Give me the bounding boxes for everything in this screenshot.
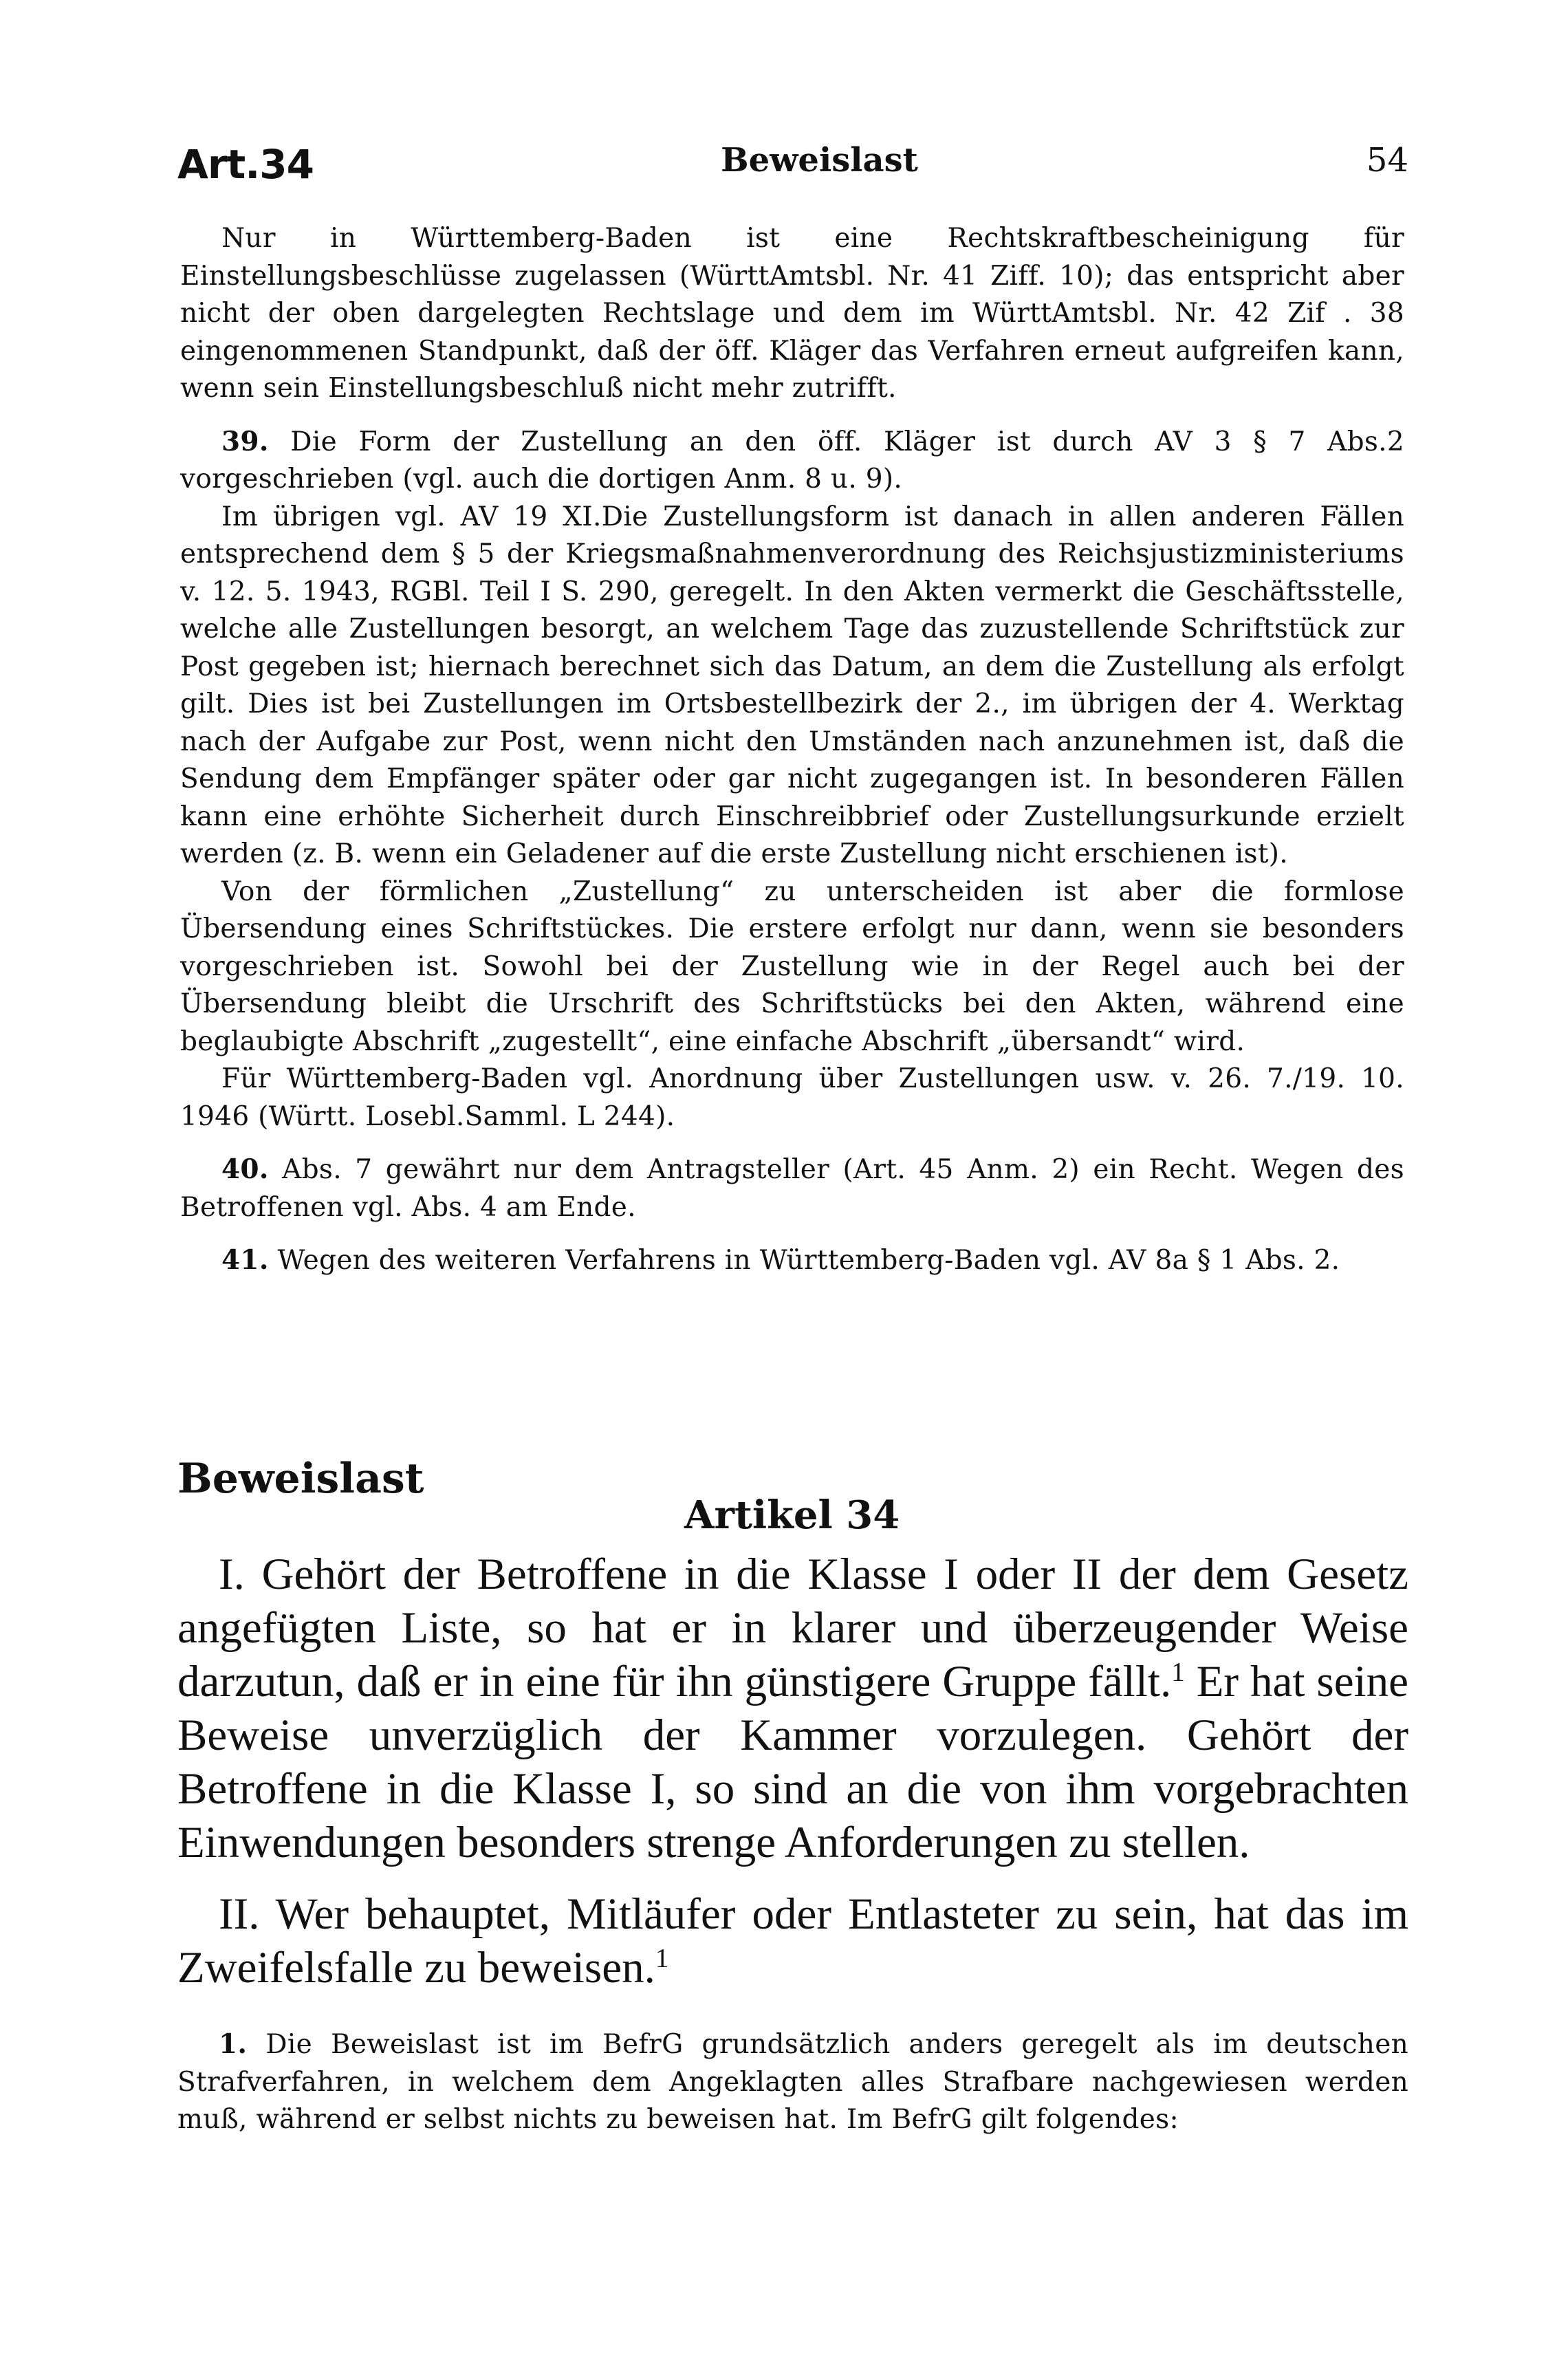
note-39-paragraph-2: Im übrigen vgl. AV 19 XI.Die Zustellungsform ist danach in allen anderen Fällen entsprechend dem § 5 der Kriegsmaßnahmenverordnung des Reichsjustizministeriums v. 12. 5. 1943, RGBl. Teil I S. 290, geregelt. In den Akten vermerkt die Geschäftsstelle, welche alle Zustellungen besorgt, an welchem Tage das zuzustellende Schriftstück zur Post gegeben ist; hiernach berechnet sich das Datum, an dem die Zustellung als erfolgt gilt. Dies ist bei Zustellungen im Ortsbestellbezirk der 2., im übrigen der 4. Werktag nach der Aufgabe zur Post, wenn nicht den Umständen nach anzunehmen ist, daß die Sendung dem Empfänger später oder gar nicht zugegangen ist. In besonderen Fällen kann eine erhöhte Sicherheit durch Einschreibbrief oder Zustellungsurkunde erzielt werden (z. B. wenn ein Geladener auf die erste Zustellung nicht erschienen ist). — [180, 501, 1404, 869]
note-39-number: 39. — [221, 425, 269, 457]
footnote-1 — [177, 2026, 1408, 2139]
footnote-ref: 1 — [1171, 1657, 1185, 1687]
note-39-paragraph-3: Von der förmlichen „Zustellung“ zu unterscheiden ist aber die formlose Übersendung eines Schriftstückes. Die erstere erfolgt nur dann, wenn sie besonders vorgeschrieben ist. Sowohl bei der Zustellung wie in der Regel auch bei der Übersendung bleibt die Urschrift des Schriftstücks bei den Akten, während eine beglaubigte Abschrift „zugestellt“, eine einfache Abschrift „übersandt“ wird. — [180, 876, 1404, 1057]
footnote-1-number: 1. — [219, 2028, 248, 2060]
article-paragraph-2 — [177, 1887, 1408, 1995]
commentary-notes — [180, 220, 1404, 1295]
page-number: 54 — [1366, 141, 1408, 180]
footnote-ref: 1 — [655, 1943, 669, 1973]
note-41-text: Wegen des weiteren Verfahrens in Württemberg-Baden vgl. AV 8a § 1 Abs. 2. — [268, 1245, 1340, 1276]
note-39-text: Die Form der Zustellung an den öff. Kläger ist durch AV 3 § 7 Abs.2 vorgeschrieben (vgl. auch die dortigen Anm. 8 u. 9). — [180, 426, 1404, 495]
section-label: Beweislast — [177, 1455, 424, 1503]
note-38-continuation: Nur in Württemberg-Baden ist eine Rechtskraftbescheinigung für Einstellungsbeschlüsse zugelassen (WürttAmtsbl. Nr. 41 Ziff. 10); das entspricht aber nicht der oben dargelegten Rechtslage und dem im WürttAmtsbl. Nr. 42 Zif . 38 eingenommenen Standpunkt, daß der öff. Kläger das Verfahren erneut aufgreifen kann, wenn sein Einstellungsbeschluß nicht mehr zutrifft. — [180, 223, 1404, 404]
paragraph-1-part-b: Er hat seine Beweise unverzüglich der Kammer vorzulegen. Gehört der Betroffene in die Klasse I, so sind an die von ihm vorgebrachten Einwendungen besonders strenge Anforderungen zu stellen. — [177, 1657, 1408, 1867]
paragraph-2-text: II. Wer behauptet, Mitläufer oder Entlasteter zu sein, hat das im Zweifelsfalle zu beweisen. — [177, 1889, 1408, 1993]
running-head — [177, 141, 1408, 203]
note-40-text: Abs. 7 gewährt nur dem Antragsteller (Art. 45 Anm. 2) ein Recht. Wegen des Betroffenen vgl. Abs. 4 am Ende. — [180, 1154, 1404, 1223]
note-39-paragraph-4: Für Württemberg-Baden vgl. Anordnung über Zustellungen usw. v. 26. 7./19. 10. 1946 (Württ. Losebl.Samml. L 244). — [180, 1063, 1404, 1132]
article-text — [177, 1548, 1408, 2012]
article-title: Artikel 34 — [684, 1493, 900, 1538]
note-41 — [180, 1241, 1404, 1280]
running-head-title: Beweislast — [721, 141, 918, 180]
article-paragraph-1 — [177, 1548, 1408, 1869]
note-41-number: 41. — [221, 1244, 269, 1276]
paragraph-1-part-a: I. Gehört der Betroffene in die Klasse I oder II der dem Gesetz angefügten Liste, so hat er in klarer und überzeugender Weise darzutun, daß er in eine für ihn günstigere Gruppe fällt. — [177, 1550, 1408, 1706]
footnote-1-text-block — [177, 2026, 1408, 2139]
running-head-article: Art.34 — [177, 141, 314, 188]
note-39 — [180, 423, 1404, 499]
note-40 — [180, 1151, 1404, 1226]
note-40-number: 40. — [221, 1153, 269, 1185]
footnote-1-text: Die Beweislast ist im BefrG grundsätzlich anders geregelt als im deutschen Strafverfahren, in welchem dem Angeklagten alles Strafbare nachgewiesen werden muß, während er selbst nichts zu beweisen hat. Im BefrG gilt folgendes: — [177, 2029, 1408, 2135]
